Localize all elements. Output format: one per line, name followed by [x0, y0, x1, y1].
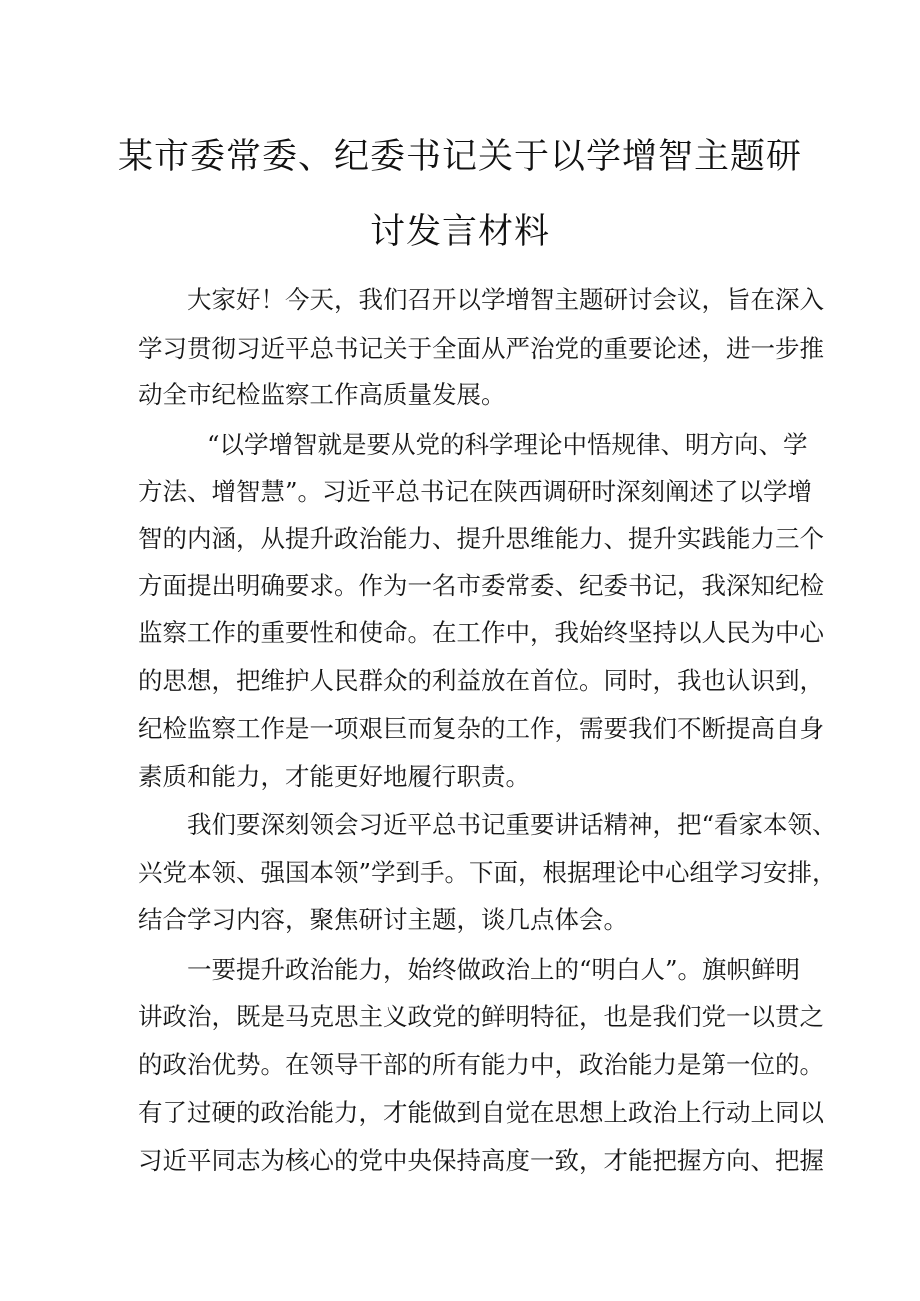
- paragraph-1-line-3: 动全市纪检监察工作高质量发展。: [138, 380, 506, 409]
- paragraph-4-line-1: 一要提升政治能力，始终做政治上的“明白人”。旗帜鲜明: [187, 955, 801, 984]
- paragraph-1-line-2: 学习贯彻习近平总书记关于全面从严治党的重要论述，进一步推: [138, 334, 824, 363]
- paragraph-2-line-2: 方法、增智慧”。习近平总书记在陕西调研时深刻阐述了以学增: [138, 477, 813, 506]
- paragraph-3-line-1: 我们要深刻领会习近平总书记重要讲话精神，把“看家本领、: [187, 810, 837, 839]
- paragraph-2-line-6: 的思想，把维护人民群众的利益放在首位。同时，我也认识到，: [138, 666, 824, 695]
- paragraph-4-line-2: 讲政治，既是马克思主义政党的鲜明特征，也是我们党一以贯之: [138, 1002, 824, 1031]
- document-title-line-1: 某市委常委、纪委书记关于以学增智主题研: [117, 137, 802, 177]
- paragraph-4-line-5: 习近平同志为核心的党中央保持高度一致，才能把握方向、把握: [138, 1146, 824, 1175]
- paragraph-4-line-4: 有了过硬的政治能力，才能做到自觉在思想上政治上行动上同以: [138, 1098, 824, 1127]
- paragraph-2-line-7: 纪检监察工作是一项艰巨而复杂的工作，需要我们不断提高自身: [138, 714, 824, 743]
- document-title-line-2: 讨发言材料: [369, 212, 550, 252]
- paragraph-3-line-2: 兴党本领、强国本领”学到手。下面，根据理论中心组学习安排，: [138, 858, 837, 887]
- paragraph-1-line-1: 大家好！今天，我们召开以学增智主题研讨会议，旨在深入: [187, 285, 824, 314]
- paragraph-3-line-3: 结合学习内容，聚焦研讨主题，谈几点体会。: [138, 905, 628, 934]
- paragraph-4-line-3: 的政治优势。在领导干部的所有能力中，政治能力是第一位的。: [138, 1050, 824, 1079]
- paragraph-2-line-8: 素质和能力，才能更好地履行职责。: [138, 762, 530, 791]
- paragraph-2-line-4: 方面提出明确要求。作为一名市委常委、纪委书记，我深知纪检: [138, 571, 824, 600]
- paragraph-2-line-3: 智的内涵，从提升政治能力、提升思维能力、提升实践能力三个: [138, 524, 824, 553]
- paragraph-2-line-5: 监察工作的重要性和使命。在工作中，我始终坚持以人民为中心: [138, 618, 824, 647]
- paragraph-2-line-1: “以学增智就是要从党的科学理论中悟规律、明方向、学: [207, 430, 808, 459]
